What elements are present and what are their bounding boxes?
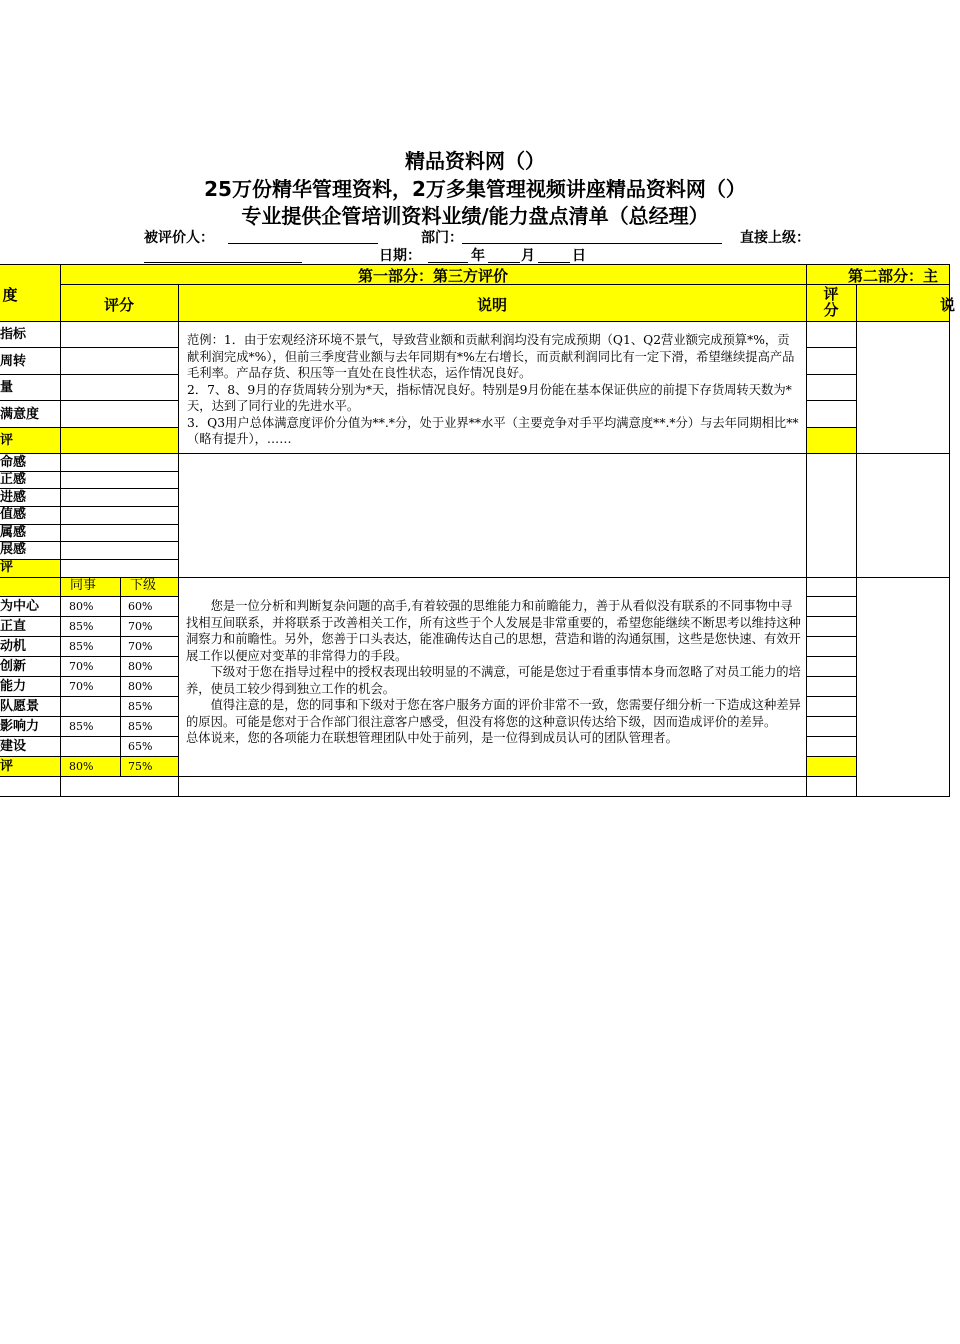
day-label: 日 (572, 248, 586, 264)
department-field[interactable] (462, 243, 722, 244)
sec3-row-label: 正直 (0, 619, 27, 634)
sec3-peer: 80% (69, 600, 94, 613)
sec3-row-label: 建设 (0, 739, 27, 754)
peer-header: 同事 (70, 578, 97, 593)
sec1-note (187, 332, 801, 448)
sec3-peer: 70% (69, 660, 94, 673)
sec3-row-label: 队愿景 (0, 699, 40, 714)
year-field[interactable] (428, 262, 468, 263)
sub-header: 下级 (130, 578, 157, 593)
sec3-sub: 75% (128, 760, 153, 773)
sec2-row-2: 正感 (0, 472, 27, 487)
sec3-note (186, 598, 802, 747)
sec3-note-p1: 您是一位分析和判断复杂问题的高手,有着较强的思维能力和前瞻能力，善于从看似没有联系的不同事物中寻找相互间联系，并将联系于改善相关工作，所有这些于个人发展是非常重要的，希望您能继续不断思考以维持这种洞察力和前瞻性。另外，您善于口头表达，能准确传达自己的思想，营造和谐的沟通氛围，这些是您快速、有效开展工作以便应对变革的非常得力的手段。 (186, 599, 801, 663)
col-dimension-header: 度 (2, 286, 18, 304)
sec1-total-fill (0, 427, 178, 453)
sec2-row-1: 命感 (0, 455, 27, 470)
col-desc2-header: 说 (940, 296, 956, 314)
sec1-row-satisfaction: 满意度 (0, 407, 40, 422)
sec2-row-6: 展感 (0, 542, 27, 557)
sec1-row-indicator: 指标 (0, 327, 27, 342)
sec3-sub: 70% (128, 620, 153, 633)
sec3-sub: 65% (128, 740, 153, 753)
supervisor-label: 直接上级： (740, 230, 810, 246)
sec2-row-4: 值感 (0, 507, 27, 522)
sec2-row-5: 属感 (0, 525, 27, 540)
sec1-row-quantity: 量 (0, 380, 14, 395)
evaluatee-label: 被评价人： (144, 230, 214, 246)
sec3-row-label: 影响力 (0, 719, 40, 734)
sec3-row-label: 动机 (0, 639, 27, 654)
sec3-row-label: 能力 (0, 679, 27, 694)
sec2-row-3: 进感 (0, 490, 27, 505)
col-score-header: 评分 (103, 296, 134, 314)
evaluatee-field[interactable] (228, 243, 378, 244)
sec3-sub: 70% (128, 640, 153, 653)
sec3-sub: 80% (128, 660, 153, 673)
sec2-row-total: 评 (0, 560, 14, 575)
col-score2-header: 评分 (823, 285, 839, 319)
sec3-sub: 80% (128, 680, 153, 693)
date-label: 日期： (379, 248, 421, 264)
month-field[interactable] (488, 262, 520, 263)
sec1-row-turnover: 周转 (0, 354, 27, 369)
sec3-sub: 85% (128, 700, 153, 713)
sec1-note-p3: 3．Q3用户总体满意度评价分值为**.*分，处于业界**水平（主要竞争对手平均满意度**.*分）与去年同期相比**（略有提升），…… (187, 415, 799, 446)
sec3-row-label: 创新 (0, 659, 27, 674)
sec3-sub: 60% (128, 600, 153, 613)
sec3-row-total: 评 (0, 759, 14, 774)
title-line-1: 精品资料网（） (405, 149, 545, 173)
title-line-3: 专业提供企管培训资料业绩/能力盘点清单（总经理） (241, 204, 709, 228)
title-line-2: 25万份精华管理资料，2万多集管理视频讲座精品资料网（） (204, 177, 746, 201)
sec3-peer: 85% (69, 720, 94, 733)
day-field[interactable] (538, 262, 570, 263)
part1-header: 第一部分：第三方评价 (357, 267, 508, 285)
sec3-note-p2: 下级对于您在指导过程中的授权表现出较明显的不满意，可能是您过于看重事情本身而忽略了对员工能力的培养，使员工较少得到独立工作的机会。 (186, 665, 801, 696)
col-desc-header: 说明 (476, 296, 507, 314)
department-label: 部门： (421, 230, 463, 246)
sec3-total-fill-r (806, 756, 856, 776)
sec1-note-p2: 2．7、8、9月的存货周转分别为*天，指标情况良好。特别是9月份能在基本保证供应的前提下存货周转天数为*天，达到了同行业的先进水平。 (187, 382, 792, 413)
sec1-total-fill-r (806, 427, 856, 453)
sec3-row-label: 为中心 (0, 599, 40, 614)
sec3-peer: 85% (69, 640, 94, 653)
sec3-note-p3: 值得注意的是，您的同事和下级对于您在客户服务方面的评价非常不一致，您需要仔细分析一下造成这种差异的原因。可能是您对于合作部门很注意客户感受，但没有将您的这种意识传达给下级，因而造成评价的差异。 (186, 698, 801, 729)
sec3-peer: 80% (69, 760, 94, 773)
sec3-sub: 85% (128, 720, 153, 733)
year-label: 年 (471, 248, 485, 264)
sec3-peer: 85% (69, 620, 94, 633)
part2-header: 第二部分：主 (848, 267, 939, 285)
sec1-row-total: 评 (0, 433, 14, 448)
supervisor-field[interactable] (144, 262, 302, 263)
sec1-note-p1: 范例：1．由于宏观经济环境不景气，导致营业额和贡献利润均没有完成预期（Q1、Q2营业额完成预算*%，贡献利润完成*%），但前三季度营业额与去年同期有*%左右增长，而贡献利润同比有一定下滑，希望继续提高产品毛利率。产品存货、积压等一直处在良性状态，运作情况良好。 (187, 333, 795, 380)
sec3-peer: 70% (69, 680, 94, 693)
month-label: 月 (521, 248, 535, 264)
sec3-note-p4: 总体说来，您的各项能力在联想管理团队中处于前列，是一位得到成员认可的团队管理者。 (186, 731, 678, 745)
